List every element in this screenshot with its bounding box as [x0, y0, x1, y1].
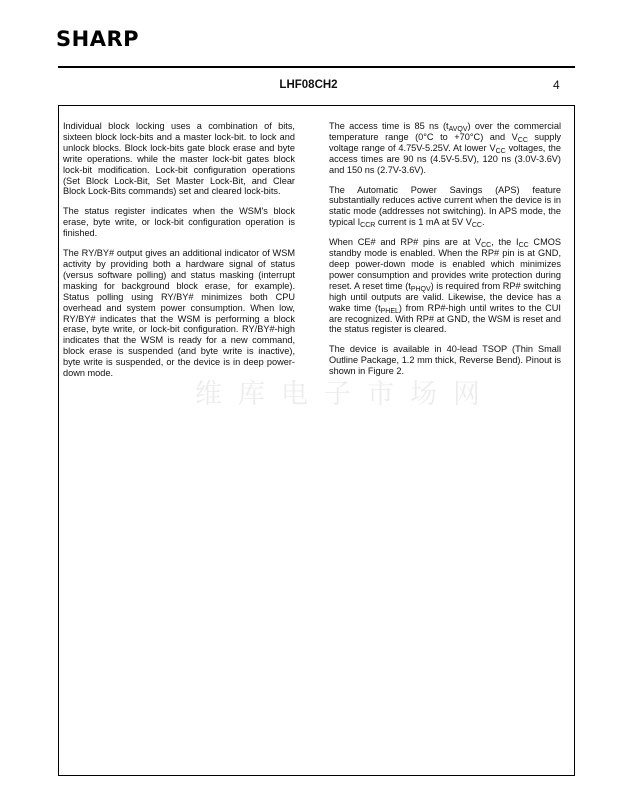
- paragraph-block-locking: Individual block locking uses a combination of bits, sixteen block lock-bits and a master lock-bit. to lock and unlock blocks. Block lock-bits gate block erase and byte write operations. while the master lock-bit gates block lock-bit modification. Lock-bit configuration operations (Set Block Lock-Bit, Set Master Lock-Bit, and Clear Block Lock-Bits commands) set and cleared lock-bits.: [63, 121, 295, 197]
- page-number: 4: [553, 78, 560, 92]
- paragraph-access-time: The access time is 85 ns $(t_{AVQV})$ over the commercial temperature range (0°C to +70°C) and $V_{CC}$ supply voltage range of 4.75V-5.25V. At lower $V_{CC}$ voltages, the access times are 90 ns (4.5V-5.5V), 120 ns (3.0V-3.6V) and 150 ns (2.7V-3.6V).: [329, 121, 561, 175]
- paragraph-standby-mode: When CE# and RP# pins are at $V_{CC}$, the $I_{CC}$ CMOS standby mode is enabled. When the RP# pin is at GND, deep power-down mode is enabled which minimizes power consumption and provides write protection during reset. A reset time $(t_{PHQV})$ is required from RP# switching high until outputs are valid. Likewise, the device has a wake time $(t_{PHEL})$ from RP#-high until writes to the CUI are recognized. With RP# at GND, the WSM is reset and the status register is cleared.: [329, 237, 561, 335]
- sharp-logo: SHARP: [56, 27, 140, 51]
- header-divider: [58, 66, 575, 68]
- paragraph-ry-by-output: The RY/BY# output gives an additional indicator of WSM activity by providing both a hardware signal of status (versus software polling) and status masking (interrupt masking for background block erase, for example). Status polling using RY/BY# minimizes both CPU overhead and system power consumption. When low, RY/BY# indicates that the WSM is performing a block erase, byte write, or lock-bit configuration. RY/BY#-high indicates that the WSM is ready for a new command, block erase is suspended (and byte write is inactive), byte write is suspended, or the device is in deep power-down mode.: [63, 248, 295, 379]
- watermark: 维库电子市场网: [195, 379, 496, 410]
- left-column: [63, 121, 295, 388]
- paragraph-package: The device is available in 40-lead TSOP (Thin Small Outline Package, 1.2 mm thick, Reverse Bend). Pinout is shown in Figure 2.: [329, 344, 561, 377]
- paragraph-aps: The Automatic Power Savings (APS) feature substantially reduces active current when the device is in static mode (addresses not switching). In APS mode, the typical $I_{CCR}$ current is 1 mA at 5V $V_{CC}$.: [329, 184, 561, 230]
- paragraph-status-register: The status register indicates when the WSM's block erase, byte write, or lock-bit configuration operation is finished.: [63, 206, 295, 239]
- document-title: LHF08CH2: [279, 79, 338, 91]
- right-column: [329, 121, 561, 386]
